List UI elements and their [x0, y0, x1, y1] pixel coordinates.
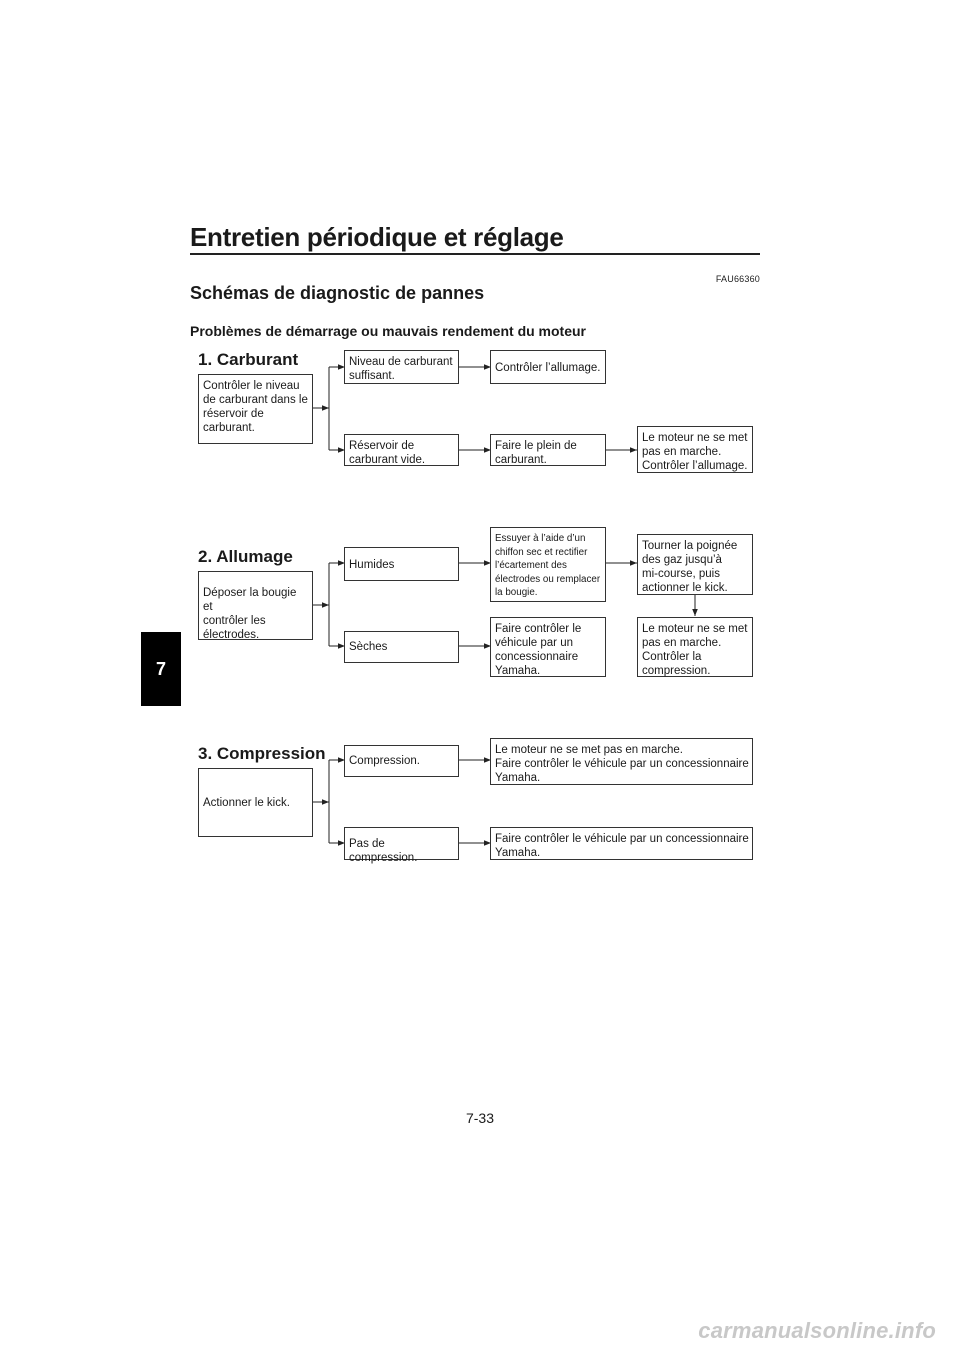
carburant-branch-b-next-box: Le moteur ne se met pas en marche. Contrôler l’allumage.: [637, 426, 753, 473]
carburant-branch-b-result-box: Faire le plein de carburant.: [490, 434, 606, 466]
section-allumage-title: 2. Allumage: [198, 547, 293, 566]
allumage-branch-b-box: Sèches: [344, 631, 459, 663]
section-compression-title: 3. Compression: [198, 744, 326, 763]
section-title: Schémas de diagnostic de pannes: [190, 283, 485, 303]
carburant-branch-a-box: Niveau de carburant suffisant.: [344, 350, 459, 384]
allumage-branch-b-result-box: Faire contrôler le véhicule par un concessionnaire Yamaha.: [490, 617, 606, 677]
allumage-branch-a-result-box: Essuyer à l’aide d’un chiffon sec et rectifier l’écartement des électrodes ou remplacer la bougie.: [490, 527, 606, 602]
compression-branch-a-result-box: Le moteur ne se met pas en marche. Faire contrôler le véhicule par un concessionnaire Yamaha.: [490, 738, 753, 785]
carburant-start-box: Contrôler le niveau de carburant dans le réservoir de carburant.: [198, 374, 313, 444]
subsection-title: Problèmes de démarrage ou mauvais rendement du moteur: [190, 323, 587, 339]
carburant-branch-b-box: Réservoir de carburant vide.: [344, 434, 459, 466]
chapter-tab[interactable]: 7: [141, 632, 181, 706]
carburant-branch-a-result-box: Contrôler l’allumage.: [490, 350, 606, 384]
allumage-branch-a-final-box: Le moteur ne se met pas en marche. Contrôler la compression.: [637, 617, 753, 677]
section-carburant-title: 1. Carburant: [198, 350, 299, 369]
allumage-branch-a-next-box: Tourner la poignée des gaz jusqu’à mi-course, puis actionner le kick.: [637, 534, 753, 595]
compression-branch-a-box: Compression.: [344, 745, 459, 777]
compression-branch-b-box: Pas de compression.: [344, 827, 459, 860]
page-number: 7-33: [465, 1110, 495, 1126]
compression-branch-b-result-box: Faire contrôler le véhicule par un concessionnaire Yamaha.: [490, 827, 753, 860]
reference-code: FAU66360: [715, 274, 760, 284]
page-title: Entretien périodique et réglage: [190, 222, 564, 252]
compression-start-box: Actionner le kick.: [198, 768, 313, 837]
allumage-branch-a-box: Humides: [344, 547, 459, 581]
footer-watermark: carmanualsonline.info: [698, 1318, 936, 1343]
allumage-start-box: Déposer la bougie et contrôler les électrodes.: [198, 571, 313, 640]
